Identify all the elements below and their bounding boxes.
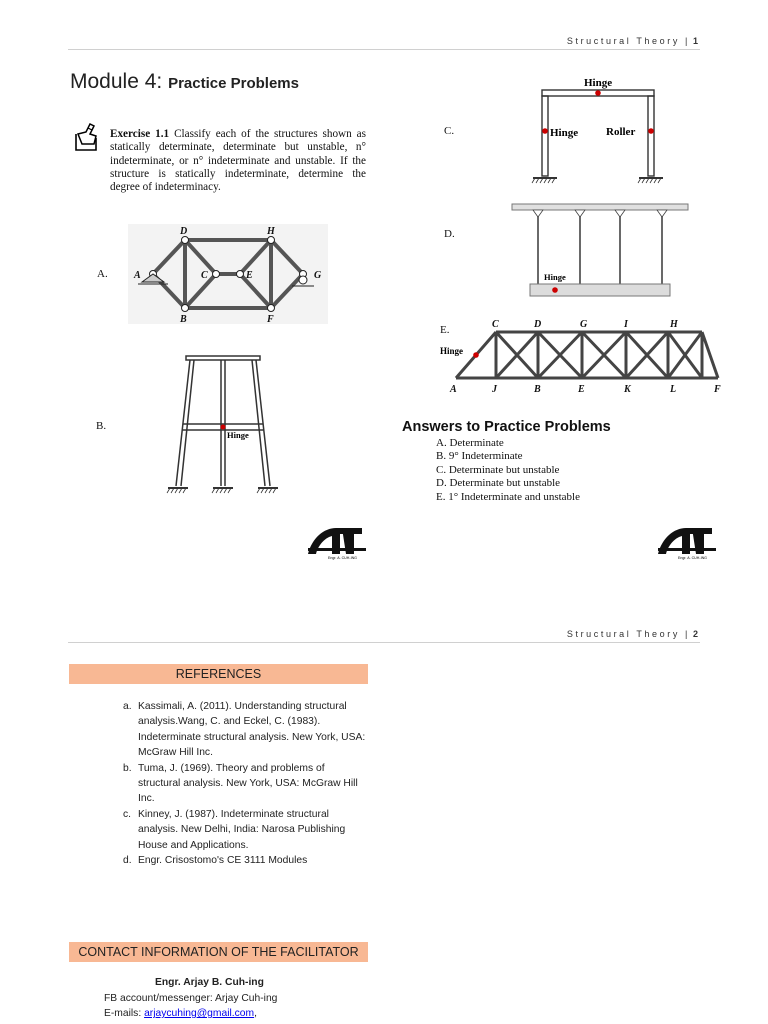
writing-hand-icon: [74, 122, 102, 152]
facilitator-email: [104, 1008, 257, 1019]
figure-b-frame: [164, 348, 284, 498]
e-node-b: B: [534, 384, 541, 395]
reference-item: [118, 761, 368, 807]
node-g: G: [314, 270, 322, 281]
header-rule: [68, 49, 700, 50]
logo-caption-right: Engr. A. CUH-ING: [678, 556, 707, 560]
figure-d-hanger: [512, 200, 688, 300]
reference-item: [118, 807, 368, 853]
reference-text: Kinney, J. (1987). Indeterminate structural analysis. New Delhi, India: Narosa Publishing House and Applications.: [138, 808, 346, 851]
header-title-2: Structural Theory: [566, 629, 680, 639]
logo-caption-left: Engr. A. CUH-ING: [328, 556, 357, 560]
reference-mark: d.: [123, 855, 132, 867]
e-node-i: I: [624, 319, 628, 330]
answer-a: A. Determinate: [436, 437, 504, 449]
e-node-a: A: [450, 384, 457, 395]
answer-e: E. 1° Indeterminate and unstable: [436, 490, 580, 503]
e-node-f: F: [714, 384, 721, 395]
node-a: A: [134, 270, 141, 281]
hinge-left-label: Hinge: [550, 127, 579, 139]
reference-item: [118, 699, 368, 761]
exercise-body: Classify each of the structures shown as statically determinate, determinate but unstable, n° indeterminate, or n° indeterminate and unstable. If the structure is statically indeterminate, determine the degree of indeterminacy.: [110, 128, 366, 194]
reference-mark: b.: [123, 762, 132, 774]
figure-d-letter: D.: [444, 228, 455, 240]
figure-c-letter: C.: [444, 125, 455, 137]
e-node-c: C: [492, 319, 499, 330]
figure-b-letter: B.: [96, 420, 107, 432]
facilitator-fb: FB account/messenger: Arjay Cuh-ing: [104, 993, 278, 1004]
header-title: Structural Theory: [566, 36, 680, 46]
e-node-h: H: [670, 319, 678, 330]
exercise-text: [110, 128, 366, 194]
header-page-number: 1: [692, 36, 698, 46]
references-heading: REFERENCES: [69, 664, 368, 684]
e-node-d: D: [534, 319, 542, 330]
node-d: D: [180, 226, 188, 237]
reference-item: [118, 853, 368, 868]
header-page-number-2: 2: [692, 629, 698, 639]
e-node-e: E: [578, 384, 585, 395]
contact-heading: CONTACT INFORMATION OF THE FACILITATOR: [69, 942, 368, 962]
author-logo-left: [306, 524, 368, 560]
figure-a-truss: [128, 224, 328, 324]
hinge-label-e: Hinge: [440, 346, 464, 356]
answer-c: C. Determinate but unstable: [436, 463, 560, 476]
module-prefix: Module 4:: [70, 70, 163, 93]
hinge-label-d: Hinge: [544, 272, 566, 282]
e-node-j: J: [492, 384, 497, 395]
facilitator-name: Engr. Arjay B. Cuh-ing: [155, 977, 264, 988]
e-node-g: G: [580, 319, 588, 330]
node-e: E: [246, 270, 253, 281]
figure-c-frame: [528, 74, 668, 186]
e-node-k: K: [624, 384, 631, 395]
page2-top-rule: [68, 642, 700, 643]
figure-e-truss: [440, 316, 728, 398]
reference-text: Kassimali, A. (2011). Understanding structural analysis.Wang, C. and Eckel, C. (1983). Indeterminate structural analysis. New York, USA: McGraw Hill Inc.: [138, 701, 366, 759]
reference-mark: c.: [123, 808, 132, 820]
email-link[interactable]: arjaycuhing@gmail.com: [144, 1008, 255, 1019]
reference-mark: a.: [123, 701, 132, 712]
hinge-top-label: Hinge: [584, 77, 613, 89]
page-title: [70, 70, 299, 94]
exercise-lead: Exercise 1.1: [110, 128, 170, 140]
figure-a-letter: A.: [97, 268, 108, 280]
roller-label: Roller: [606, 126, 636, 138]
references-list: [118, 699, 368, 868]
author-logo-right: [656, 524, 718, 560]
node-f: F: [267, 314, 274, 325]
module-name: Practice Problems: [168, 75, 299, 92]
page-header: Structural Theory | 1: [566, 36, 698, 46]
email-label: E-mails:: [104, 1008, 142, 1019]
e-node-l: L: [670, 384, 677, 395]
email-suffix: ,: [254, 1008, 257, 1019]
answer-b: B. 9° Indeterminate: [436, 450, 523, 463]
page2-header: Structural Theory | 2: [566, 629, 698, 639]
node-c: C: [201, 270, 208, 281]
node-h: H: [267, 226, 275, 237]
hinge-label: Hinge: [227, 430, 249, 440]
answer-d: D. Determinate but unstable: [436, 477, 561, 490]
answers-title: Answers to Practice Problems: [402, 419, 611, 435]
reference-text: Tuma, J. (1969). Theory and problems of structural analysis. New York, USA: McGraw Hill Inc.: [138, 762, 358, 805]
reference-text: Engr. Crisostomo's CE 3111 Modules: [138, 855, 308, 867]
node-b: B: [180, 314, 187, 325]
answers-list: [436, 437, 580, 504]
figure-e-letter: E.: [440, 324, 450, 336]
